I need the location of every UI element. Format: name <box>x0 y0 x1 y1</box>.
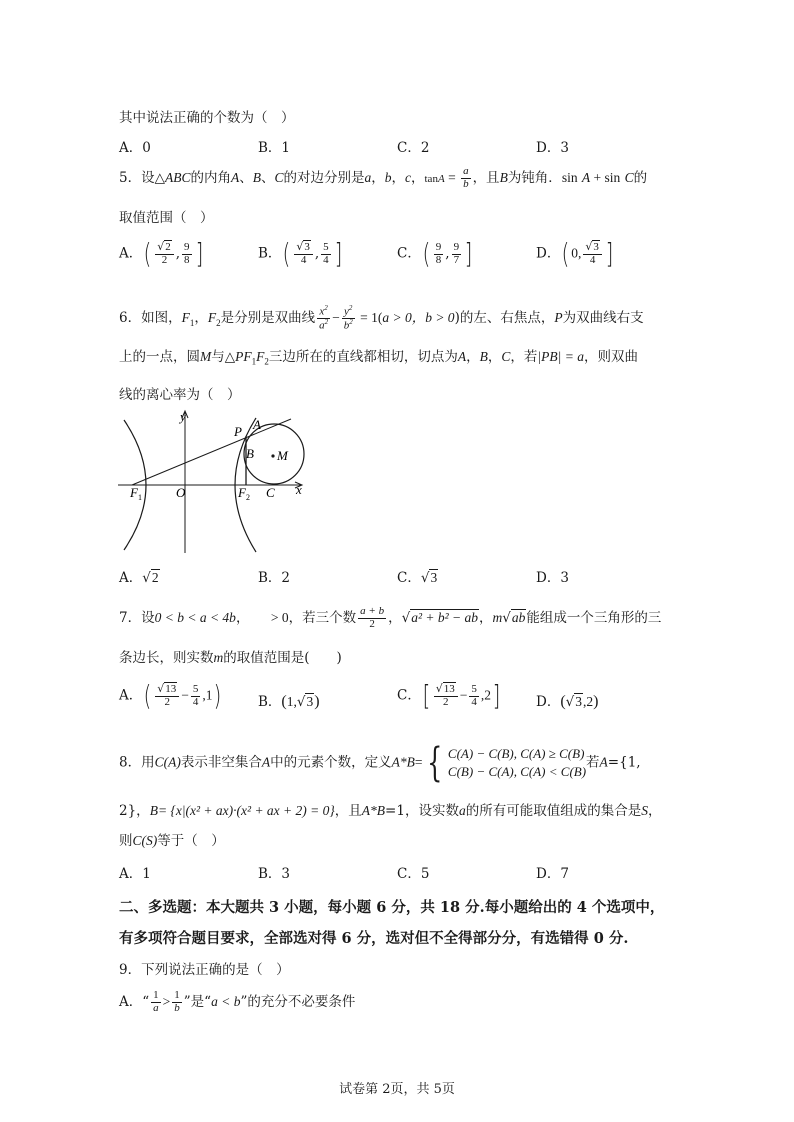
fraction: $\frac{√13}{2}$ <box>155 683 179 708</box>
q4-stem: 其中说法正确的个数为（ ） <box>119 110 295 126</box>
triangle-symbol: △ <box>224 349 236 365</box>
option-label: C． <box>397 570 421 586</box>
fraction <box>469 684 479 708</box>
q4-option-a: A．0 <box>119 140 151 156</box>
q8-option-d: D．7 <box>536 866 569 882</box>
option-label: A．“ <box>119 994 150 1010</box>
var-b: B <box>252 170 261 185</box>
option-label: D． <box>536 694 561 710</box>
interval-end: ,1 <box>202 687 213 703</box>
fraction-y2-b2: $\frac{y^2}{b^2}$ <box>343 304 353 332</box>
equals: = <box>444 170 460 185</box>
point-p: P <box>554 310 563 326</box>
option-label: B． <box>258 245 282 262</box>
q8-stem-line3 <box>119 829 225 849</box>
sin-arg: A <box>581 170 591 185</box>
q6-text: 三边所在的直线都相切，切点为 <box>268 349 458 365</box>
pb-abs: |PB| <box>537 349 562 364</box>
bracket-open: ( <box>561 237 570 270</box>
sub: 2 <box>264 356 269 367</box>
frac-den: 4 <box>192 695 199 708</box>
comma: ， <box>487 349 502 365</box>
gt-zero: > 0 <box>270 610 289 625</box>
sqrt-ab: ab <box>511 610 526 625</box>
q8-text: ={1, <box>607 754 641 771</box>
inequality: 0 < b < a < 4b <box>154 610 236 625</box>
q8-option-a: A．1 <box>119 866 151 882</box>
fraction: $\frac{√3}{4}$ <box>294 241 313 266</box>
f: F <box>256 349 265 364</box>
q6-option-a: A．√2 <box>119 570 159 586</box>
q6-option-d: D．3 <box>536 570 569 586</box>
bracket-open: ( <box>283 237 291 270</box>
q6-option-c: C．√3 <box>397 570 438 586</box>
sqrt-value: 2 <box>151 570 159 585</box>
q6-stem-line2 <box>119 345 638 367</box>
frac-num: 5 <box>323 240 329 253</box>
label-c: C <box>266 485 275 500</box>
q5-text: 为钝角． <box>507 170 562 186</box>
sqrt-expr: a² + b² − ab <box>411 610 479 625</box>
tan-arg: A <box>437 173 445 185</box>
a-star-b: A*B <box>391 754 415 770</box>
option-label: C． <box>397 687 421 704</box>
c-of-a: C(A) <box>154 754 181 770</box>
q8-text: 表示非空集合 <box>180 754 262 771</box>
a-star-b: A*B <box>361 803 386 818</box>
b: b <box>343 319 350 332</box>
sin-arg: C <box>624 170 634 185</box>
option-label: B． <box>258 694 282 710</box>
q6-text: 是分别是双曲线 <box>220 310 316 327</box>
q5-text: ，且 <box>472 170 500 186</box>
q5-text: 的内角 <box>190 170 231 186</box>
case-1: C(A) − C(B), C(A) ≥ C(B) <box>447 746 585 762</box>
frac-den: 2 <box>164 696 170 708</box>
frac-den: 2 <box>161 254 168 266</box>
frac-num: a + b <box>360 605 385 618</box>
q6-text: 为双曲线右支 <box>562 310 644 327</box>
q7-text: 的取值范围是( ) <box>223 650 342 666</box>
frac-num: 5 <box>192 682 199 695</box>
q9-option-a <box>119 990 355 1015</box>
frac-num: 9 <box>435 240 442 253</box>
sqrt-value: 13 <box>443 683 455 696</box>
q8-text: 等于（ ） <box>157 833 225 849</box>
fraction <box>182 242 192 266</box>
interval-end: ,2 <box>480 687 492 703</box>
q8-stem-line2 <box>119 799 661 819</box>
comma: ， <box>235 610 250 626</box>
q6-stem-line1: 6．如图，$F_1$，$F_2$是分别是双曲线 $\frac{x^2}{a^2}$ − $\frac{y^2}{b^2}$ = 1(a > 0，b > 0)的左、右焦点，P为双曲线右支 <box>119 304 644 332</box>
plus: + <box>590 170 605 185</box>
q7-option-c <box>397 679 502 712</box>
condition: a < b <box>211 994 241 1009</box>
q5-option-c: C．( $\frac{9}{8}$ , $\frac{9}{7}$ ] <box>397 237 473 270</box>
q8-stem-line1 <box>119 740 641 786</box>
var-m: m <box>213 650 224 665</box>
comma: ， <box>388 610 402 626</box>
label-p: P <box>234 424 242 439</box>
equals: = <box>414 754 423 770</box>
center-m-dot <box>271 454 274 457</box>
fraction-x2-a2: $\frac{x^2}{a^2}$ <box>319 304 329 332</box>
q5-stem-line1 <box>119 166 647 191</box>
comma: ， <box>411 170 425 186</box>
frac-den: 2 <box>443 696 449 708</box>
q7-stem-line2 <box>119 646 342 666</box>
q8-text: 若 <box>586 754 600 771</box>
fraction <box>321 242 331 266</box>
q8-number: 8．用 <box>119 754 155 771</box>
set-s: S <box>641 803 648 818</box>
bracket-open: ( <box>422 237 431 270</box>
comma: ， <box>479 610 493 626</box>
focus-f1: F <box>181 310 190 326</box>
a: a <box>319 319 325 332</box>
q5-text: 的 <box>633 170 648 186</box>
var-b: B <box>499 170 508 185</box>
bracket-close: ] <box>464 237 473 270</box>
sqrt-value: 3 <box>430 570 438 585</box>
side-b: b <box>384 170 392 185</box>
fraction-1-over-b <box>172 990 182 1014</box>
frac-den: 8 <box>435 253 442 266</box>
comma: ， <box>194 310 208 327</box>
comma: ， <box>647 803 662 819</box>
sin-fn: sin <box>604 170 621 185</box>
bracket-open: ( <box>143 679 152 712</box>
frac-den: 7 <box>453 253 460 266</box>
q6-option-b: B．2 <box>258 570 291 586</box>
q6-number: 6．如图， <box>119 310 182 327</box>
q6-text: ，则双曲 <box>583 349 638 365</box>
sin-fn: sin <box>561 170 578 185</box>
equals-one: = 1( <box>356 310 383 326</box>
frac-num: a <box>463 165 469 178</box>
interval-end: ,2 <box>583 694 594 709</box>
fraction <box>452 242 462 266</box>
label-f2: $F_2$ <box>238 485 250 502</box>
q5-text: 的对边分别是 <box>283 170 365 186</box>
fraction: $\frac{√3}{4}$ <box>583 241 602 266</box>
circle-m: M <box>200 349 212 364</box>
q6-stem-line3: 线的离心率为（ ） <box>119 387 241 403</box>
q7-text: ，若三个数 <box>288 610 357 626</box>
frac-den: 4 <box>471 695 477 708</box>
var-a: A <box>230 170 240 185</box>
sep: 、 <box>239 170 253 186</box>
tangent-b: B <box>479 349 488 364</box>
frac-den: 4 <box>589 254 596 266</box>
sep: 、 <box>260 170 275 186</box>
sub: 2 <box>216 317 221 328</box>
tangent-a: A <box>457 349 467 364</box>
section2-heading-line2: 有多项符合题目要求，全部选对得 6 分，选对但不全得部分分，有选错得 0 分. <box>119 930 629 947</box>
option-label: A． <box>119 570 143 586</box>
condition: a > 0，b > 0 <box>382 310 455 326</box>
sqrt-value: 3 <box>306 694 314 709</box>
focus-f2: F <box>207 310 217 326</box>
bracket-open: ( <box>143 237 152 270</box>
fraction-a-plus-b <box>358 606 386 630</box>
q9-text: ”是“ <box>183 994 212 1010</box>
q6-text: )的左、右焦点， <box>454 310 555 327</box>
var-a: a <box>458 803 466 818</box>
sqrt-value: 2 <box>165 241 171 254</box>
sqrt-value: 3 <box>593 241 599 254</box>
frac-den: 2 <box>369 618 375 630</box>
option-label: A． <box>119 687 143 704</box>
piecewise-cases <box>448 745 586 780</box>
q8-text: 中的元素个数，定义 <box>270 754 392 771</box>
fraction <box>434 242 444 266</box>
bracket-close: ] <box>334 237 342 270</box>
set-b: B <box>149 803 158 818</box>
q7-text: 能组成一个三角形的三 <box>526 610 662 626</box>
fraction-1-over-a <box>151 990 161 1014</box>
q8-text: 则 <box>119 833 133 849</box>
frac-num: 1 <box>174 989 180 1002</box>
var-m: m <box>492 610 503 625</box>
q7-text: 条边长，则实数 <box>119 650 214 666</box>
y: y <box>344 305 349 318</box>
q4-option-b: B．1 <box>258 140 291 156</box>
q4-option-c: C．2 <box>397 140 430 156</box>
minus: − <box>181 687 189 703</box>
brace: { <box>427 740 443 786</box>
fraction: $\frac{√2}{2}$ <box>155 241 174 266</box>
option-label: C． <box>397 245 421 262</box>
tangent-c: C <box>501 349 511 364</box>
option-label: D． <box>536 245 561 262</box>
q7-option-d: D．(√3,2) <box>536 693 599 710</box>
section2-heading-line1: 二、多选题：本大题共 3 小题，每小题 6 分，共 18 分.每小题给出的 4 个选项中， <box>119 899 665 916</box>
q8-text: 的所有可能取值组成的集合是 <box>465 803 642 819</box>
side-c: c <box>405 170 411 185</box>
fraction: $\frac{√13}{2}$ <box>434 683 458 708</box>
frac-num: 9 <box>184 240 190 253</box>
q9-stem: 9．下列说法正确的是（ ） <box>119 962 290 978</box>
frac-num: 1 <box>153 989 159 1002</box>
set-a: A <box>261 754 271 770</box>
q5-stem-line2: 取值范围（ ） <box>119 210 214 226</box>
q6-text: 上的一点，圆 <box>119 349 200 365</box>
q8-option-b: B．3 <box>258 866 291 882</box>
frac-den: b <box>463 178 469 190</box>
frac-den: 8 <box>184 253 190 266</box>
q5-option-a: A．( $\frac{√2}{2}$ , $\frac{9}{8}$ ] <box>119 237 203 270</box>
q7-stem-line1: 7．设0 < b < a < 4b， > 0，若三个数 $\frac{a + b}{2}$ ，√a² + b² − ab，m√ab能组成一个三角形的三 <box>119 605 662 630</box>
label-x: x <box>296 482 302 497</box>
bracket-close: ] <box>492 679 501 712</box>
label-b: B <box>246 446 254 461</box>
q9-text: ”的充分不必要条件 <box>240 994 356 1010</box>
gt: > <box>162 994 171 1009</box>
sqrt-value: 3 <box>575 694 583 709</box>
comma: ， <box>391 170 405 186</box>
x: x <box>319 305 325 318</box>
set-b-def: = {x|(x² + ax)·(x² + ax + 2) = 0} <box>157 803 335 818</box>
frac-den: 4 <box>300 254 307 266</box>
fraction-a-over-b <box>461 166 471 190</box>
set-a: A <box>599 754 608 770</box>
var-c: C <box>274 170 284 185</box>
q6-text: 与 <box>211 349 225 365</box>
q4-option-d: D．3 <box>536 140 569 156</box>
q7-option-b: B．(1,√3) <box>258 693 320 710</box>
sub: 1 <box>251 356 257 367</box>
q8-text: 2}， <box>119 803 150 819</box>
q5-option-d <box>536 237 615 270</box>
label-m: M <box>277 448 288 463</box>
bracket-close: ] <box>605 237 614 270</box>
triangle-abc: ABC <box>164 170 191 185</box>
q5-option-b: B．( $\frac{√3}{4}$ , $\frac{5}{4}$ ] <box>258 237 342 270</box>
label-f1: $F_1$ <box>130 485 142 502</box>
bracket-open: [ <box>422 679 431 712</box>
label-o: O <box>176 485 186 500</box>
comma: ， <box>371 170 385 186</box>
frac-den: a <box>153 1002 159 1014</box>
pf: PF <box>235 349 252 364</box>
label-y: y <box>180 409 186 424</box>
q8-option-c: C．5 <box>397 866 430 882</box>
comma: ， <box>466 349 480 365</box>
c-of-s: C(S) <box>132 833 158 848</box>
frac-num: 5 <box>471 682 477 695</box>
q6-text: ，若 <box>510 349 538 365</box>
line-f1-p <box>132 419 291 485</box>
interval-start: 0, <box>571 245 582 261</box>
q8-text: =1，设实数 <box>385 803 459 819</box>
frac-den: 4 <box>323 253 329 266</box>
label-a: A <box>253 417 261 432</box>
q8-text: ，且 <box>334 803 362 819</box>
fraction <box>191 684 201 708</box>
bracket-close: ) <box>214 679 222 712</box>
sub: 1 <box>189 317 195 328</box>
q7-option-a <box>119 679 223 712</box>
minus: − <box>459 687 468 703</box>
page-footer: 试卷第 2页，共 5页 <box>339 1082 455 1097</box>
hyperbola-figure <box>116 408 326 558</box>
frac-num: 9 <box>453 240 460 253</box>
case-2: C(B) − C(A), C(A) < C(B) <box>447 764 587 779</box>
bracket-close: ] <box>195 237 203 270</box>
side-a: a <box>364 170 372 185</box>
tan-fn: tan <box>424 173 438 185</box>
triangle-symbol: △ <box>154 170 165 186</box>
q5-number: 5．设 <box>119 170 155 186</box>
sqrt-value: 3 <box>304 241 310 254</box>
equals-a: = a <box>561 349 584 364</box>
option-label: A． <box>119 245 143 262</box>
sqrt-value: 13 <box>165 683 177 696</box>
interval-start: 1, <box>286 694 297 709</box>
frac-den: b <box>174 1002 180 1014</box>
q7-number: 7．设 <box>119 610 155 626</box>
